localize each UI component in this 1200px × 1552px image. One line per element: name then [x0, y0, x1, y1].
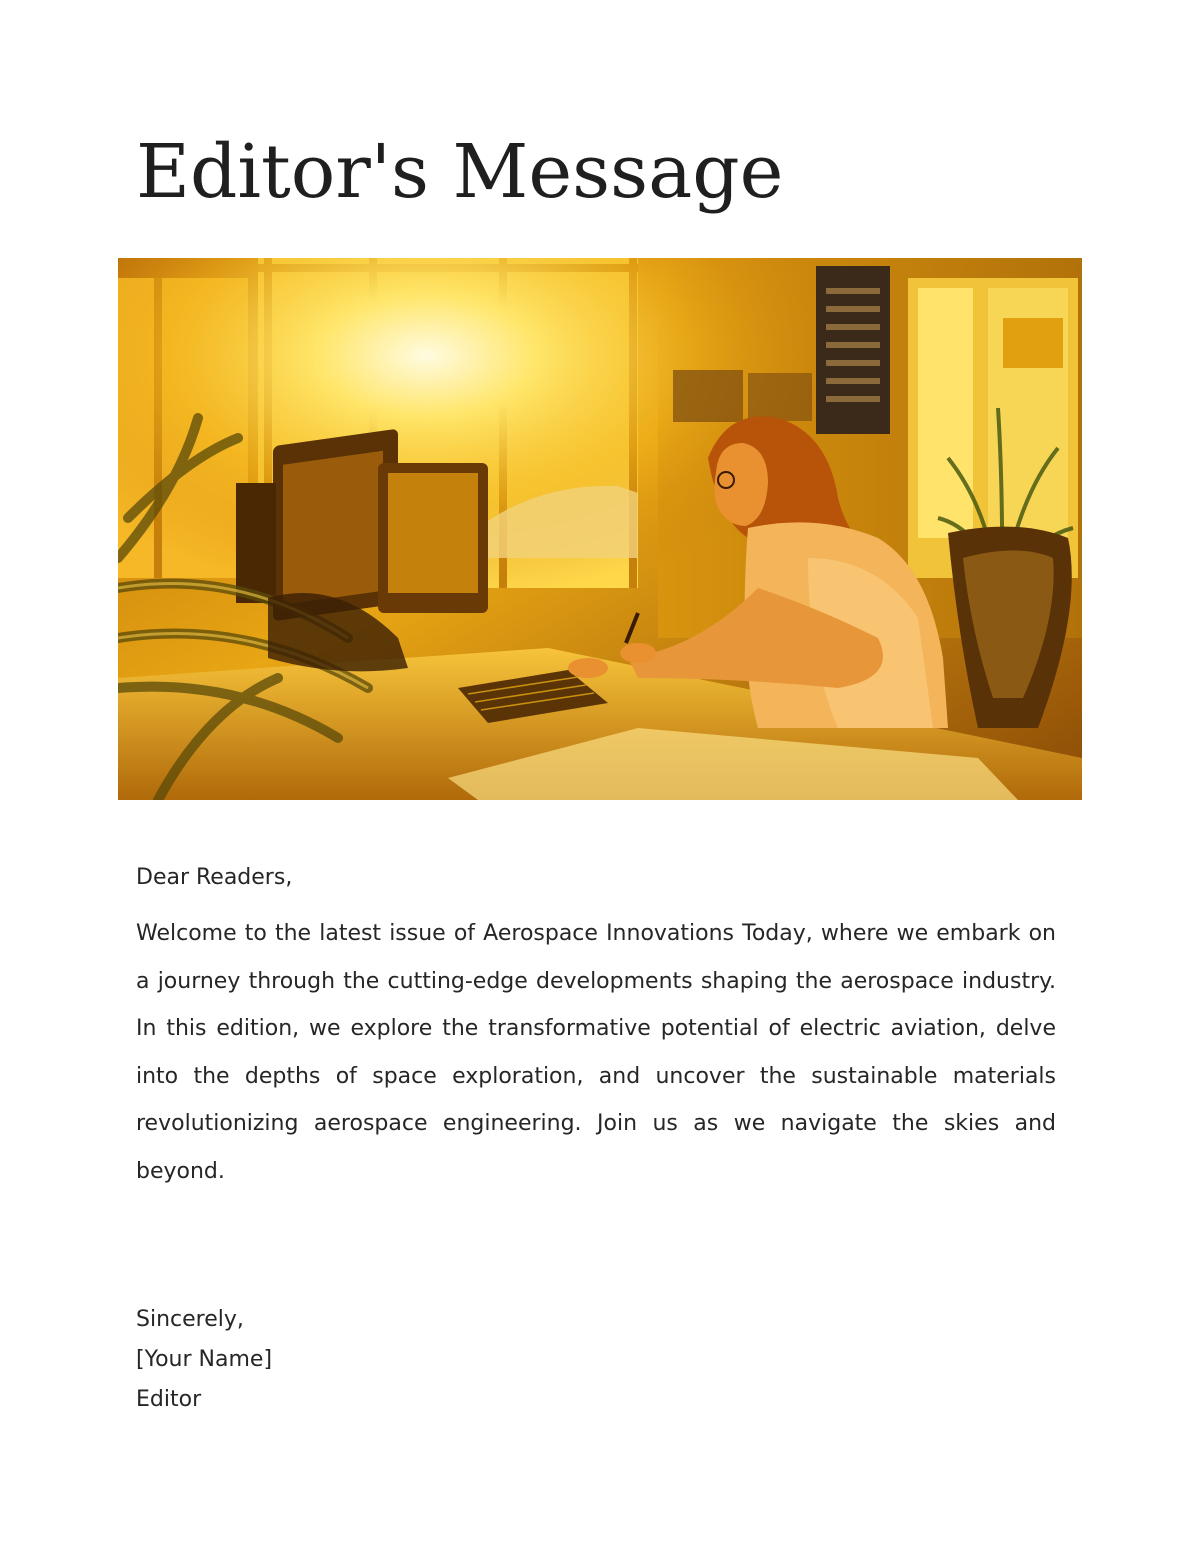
letter-body-paragraph: Welcome to the latest issue of Aerospace Innovations Today, where we embark on a journey through the cutting-edge developments shaping the aerospace industry. In this edition, we explore the transformative potential of electric aviation, delve into the depths of space exploration, and uncover the sustainable materials revolutionizing aerospace engineering. Join us as we navigate the skies and beyond. [136, 921, 1056, 1184]
letter-author-name: [Your Name] [136, 1347, 273, 1372]
letter-author-role: Editor [136, 1387, 202, 1412]
letter-closing: Sincerely, [136, 1307, 244, 1332]
letter-signoff [136, 1300, 1056, 1420]
letter-salutation: Dear Readers, [136, 865, 293, 890]
page-title: Editor's Message [136, 129, 784, 215]
hero-office-photo [118, 258, 1082, 800]
